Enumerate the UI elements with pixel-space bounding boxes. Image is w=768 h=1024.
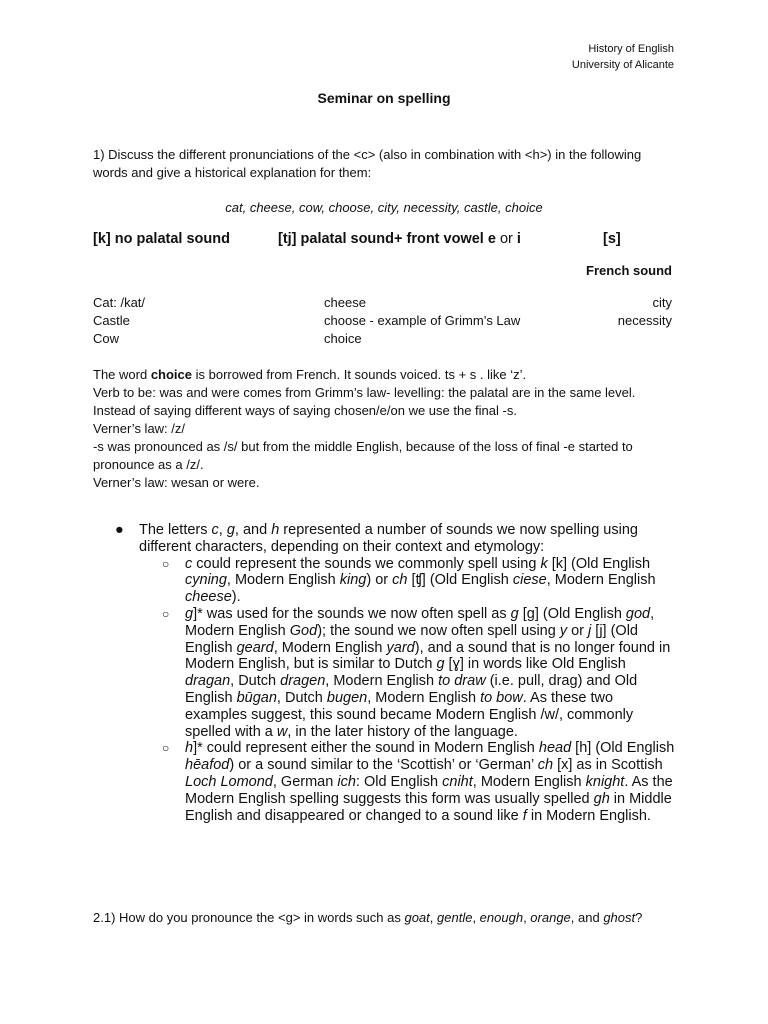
column-subheader-french: French sound — [586, 263, 672, 278]
text: , Modern English — [226, 572, 340, 589]
text: , Modern English — [367, 689, 481, 706]
column-header-tj-i: i — [516, 231, 521, 247]
term: king — [339, 572, 367, 589]
term: God — [289, 622, 318, 639]
text: ]* was used for the sounds we now often spell as — [193, 605, 511, 622]
term: bugen — [326, 689, 368, 706]
header-university: University of Alicante — [571, 59, 674, 71]
text: , Dutch — [276, 689, 327, 706]
bullet-text: represented a number of sounds we now spelling using different characters, depending on their context and etymology: — [139, 522, 638, 555]
term: gh — [593, 790, 610, 807]
row-1-col-1: Cat: /kat/ — [93, 295, 146, 310]
column-header-s: [s] — [603, 231, 621, 247]
text: [h] (Old English — [571, 740, 675, 757]
column-header-tj — [278, 231, 521, 247]
term: w — [276, 723, 288, 740]
text: , and — [570, 910, 604, 925]
term: head — [538, 740, 572, 757]
note-final-s: -s was pronounced as /s/ but from the middle English, because of the loss of final -e started to pronounce as a /z/. — [93, 439, 633, 472]
text: , Modern English — [325, 673, 439, 690]
term: goat — [404, 910, 430, 925]
text: , — [523, 910, 531, 925]
term: ich — [337, 773, 356, 790]
bullet-text: , — [218, 522, 227, 538]
bullet-text: The letters — [139, 522, 212, 538]
row-1-col-2: cheese — [324, 295, 366, 310]
term: ciese — [512, 572, 547, 589]
text: , — [472, 910, 480, 925]
text: in Middle English and disappeared or changed to a sound like — [185, 790, 672, 824]
term: ghost — [603, 910, 636, 925]
row-1-col-3: city — [652, 295, 672, 310]
page-title: Seminar on spelling — [317, 90, 451, 106]
term: knight — [585, 773, 625, 790]
text: , German — [272, 773, 338, 790]
column-header-tj-or: or — [495, 231, 517, 247]
term: cheese — [185, 589, 232, 606]
text: in Modern English. — [526, 807, 651, 824]
circle-bullet-icon: ○ — [162, 741, 170, 756]
term: g — [510, 605, 519, 622]
term: ch — [537, 757, 554, 774]
text: ) or — [366, 572, 393, 589]
text: ), and a sound that is no longer found in Modern English, but is similar to Dutch — [185, 639, 671, 673]
term: dragen — [280, 673, 326, 690]
bullet-text: , and — [234, 522, 272, 538]
bullet-dot-icon: ● — [115, 522, 124, 538]
text: ]* could represent either the sound in Modern English — [193, 740, 539, 757]
text: , — [429, 910, 438, 925]
text: , Modern English — [273, 639, 387, 656]
row-3-col-2: choice — [324, 331, 362, 346]
row-2-col-1: Castle — [93, 313, 130, 328]
term: ch — [392, 572, 408, 589]
text: or — [567, 622, 589, 639]
term: to draw — [438, 673, 486, 690]
text: . As these two examples suggest, this sound became Modern English /w/, commonly spelled with a — [185, 689, 634, 740]
row-3-col-1: Cow — [93, 331, 120, 346]
term: gentle — [437, 910, 473, 925]
bullet-letter-g: g — [226, 522, 235, 538]
text: ) or a sound similar to the ‘Scottish’ or ‘German’ — [229, 757, 538, 774]
text: (i.e. pull, drag) and Old English — [185, 673, 638, 706]
term: geard — [236, 639, 274, 656]
question-1-word-list: cat, cheese, cow, choose, city, necessity, castle, choice — [225, 200, 543, 215]
column-header-k: [k] no palatal sound — [93, 231, 230, 247]
text: could represent the sounds we commonly spell using — [192, 555, 541, 572]
text: 2.1) How do you pronounce the <g> in words such as — [93, 910, 405, 925]
term: h — [185, 740, 194, 757]
term: c — [185, 555, 193, 572]
text: , Modern English — [185, 605, 655, 639]
sub-bullet-c — [139, 556, 675, 606]
term: j — [588, 622, 592, 639]
text: [k] (Old English — [547, 555, 651, 572]
question-1-text: 1) Discuss the different pronunciations of the <c> (also in combination with <h>) in the following words and give a historical explanation for them: — [93, 147, 642, 180]
column-header-tj-e: e — [487, 231, 496, 247]
note-verners-law-z: Verner’s law: /z/ — [93, 421, 186, 436]
question-2-1 — [93, 909, 673, 927]
term: y — [559, 622, 568, 639]
term: f — [522, 807, 527, 824]
term: enough — [479, 910, 524, 925]
term: būgan — [236, 689, 277, 706]
note-choice — [93, 366, 675, 384]
row-2-col-2: choose - example of Grimm’s Law — [324, 313, 521, 328]
text: ? — [635, 910, 643, 925]
bullet-letter-c: c — [211, 522, 219, 538]
text: , Dutch — [230, 673, 281, 690]
notes-block — [93, 366, 675, 492]
bullet-letter-h: h — [271, 522, 280, 538]
term: yard — [386, 639, 415, 656]
text: [x] as in Scottish — [553, 757, 663, 774]
term: g — [185, 605, 194, 622]
term: orange — [530, 910, 571, 925]
term: cniht — [442, 773, 473, 790]
term: g — [436, 656, 445, 673]
bullet-letters — [93, 522, 675, 824]
text: , Modern English — [472, 773, 586, 790]
text: ). — [231, 589, 241, 606]
term: cyning — [185, 572, 227, 589]
term: Loch Lomond — [185, 773, 273, 790]
term: hēafod — [185, 757, 230, 774]
note-choice-pre: The word — [93, 367, 151, 382]
term: k — [540, 555, 548, 572]
note-verners-law-wesan: Verner’s law: wesan or were. — [93, 475, 260, 490]
text: , Modern English — [546, 572, 656, 589]
column-header-tj-text: [tj] palatal sound+ front vowel — [278, 231, 488, 247]
note-choice-bold: choice — [150, 367, 192, 382]
header-course: History of English — [588, 43, 674, 55]
text: , in the later history of the language. — [287, 723, 518, 740]
text: ); the sound we now often spell using — [317, 622, 560, 639]
term: dragan — [185, 673, 231, 690]
row-2-col-3: necessity — [617, 313, 672, 328]
text: . As the Modern English spelling suggests this form was usually spelled — [185, 773, 673, 807]
term: god — [625, 605, 651, 622]
bullet-section — [93, 522, 675, 824]
term: to bow — [480, 689, 523, 706]
text: [ʧ] (Old English — [407, 572, 513, 589]
sub-bullet-g — [139, 606, 675, 740]
text: [ɣ] in words like Old English — [444, 656, 626, 673]
text: : Old English — [355, 773, 443, 790]
text: [j] (Old English — [185, 622, 638, 656]
circle-bullet-icon: ○ — [162, 606, 170, 621]
sub-bullet-h — [139, 740, 675, 824]
circle-bullet-icon: ○ — [162, 556, 170, 571]
note-verb-to-be: Verb to be: was and were comes from Grimm’s law- levelling: the palatal are in the same level. Instead of saying different ways of saying chosen/e/on we use the final -s. — [93, 385, 636, 418]
note-choice-post: is borrowed from French. It sounds voiced. ts + s . like ‘z’. — [192, 367, 527, 382]
text: [g] (Old English — [518, 605, 626, 622]
